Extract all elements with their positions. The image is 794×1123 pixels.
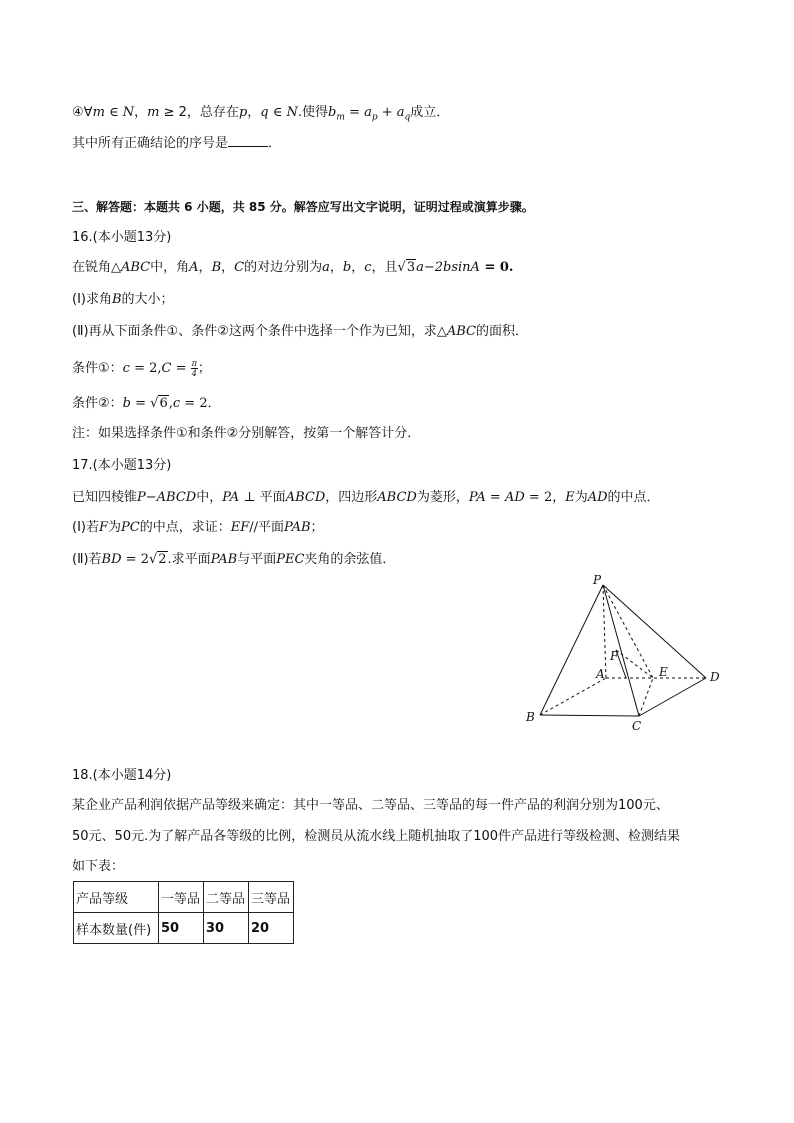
t: = 2 <box>121 552 149 567</box>
pyramid: P−ABCD <box>137 490 197 505</box>
ask-end: ． <box>268 136 282 151</box>
var-b: b <box>328 105 337 120</box>
q16-part1 <box>72 291 174 309</box>
table-row <box>74 913 294 944</box>
sqrt2: √2 <box>148 552 167 567</box>
sqrt3-radicand: 3 <box>406 260 416 275</box>
mid-text: .使得 <box>297 105 329 120</box>
t: (Ⅱ)再从下面条件①、条件②这两个条件中选择一个作为已知，求△ <box>72 324 447 339</box>
t: = <box>485 490 505 505</box>
edge-PA <box>603 585 606 678</box>
t: ， <box>198 260 212 275</box>
t: 已知四棱锥 <box>72 490 138 505</box>
q15-item4 <box>72 104 449 127</box>
q16-heading: 16.(本小题13分) <box>72 230 172 245</box>
t: ，四边形 <box>325 490 378 505</box>
t: ，且 <box>371 260 398 275</box>
t: 条件①： <box>72 361 123 376</box>
var-a1: a <box>364 105 372 120</box>
t: 为菱形， <box>416 490 469 505</box>
t: 的大小； <box>121 292 174 307</box>
q17-part1 <box>72 519 324 537</box>
q17-stem <box>72 489 660 507</box>
item4-prefix: ④∀ <box>72 105 93 120</box>
frac-den: 4 <box>191 369 197 378</box>
q17-heading: 17.(本小题13分) <box>72 458 172 473</box>
set-N: N <box>122 105 135 120</box>
t: 在锐角△ <box>72 260 121 275</box>
t: ⊥ 平面 <box>239 490 286 505</box>
end-text: 成立． <box>410 105 450 120</box>
point-E: E <box>565 490 575 505</box>
label-D: D <box>710 670 720 684</box>
tri-ABC: ABC <box>446 324 476 339</box>
table-header-row <box>74 882 294 913</box>
tri-ABC: ABC <box>121 260 151 275</box>
q18-line3: 如下表： <box>72 859 125 874</box>
angle-B: B <box>211 260 222 275</box>
var-a2: a <box>396 105 405 120</box>
angle-B: B <box>111 292 122 307</box>
t: = 2， <box>524 490 566 505</box>
q17-part2 <box>72 551 395 569</box>
table-cell: 20 <box>249 913 294 944</box>
seg-PA: PA <box>222 490 240 505</box>
seg-BD: BD <box>101 552 122 567</box>
table-cell: 样本数量(件) <box>74 913 159 944</box>
label-P: P <box>593 573 602 587</box>
table-cell: 二等品 <box>204 882 249 913</box>
var-b: b <box>122 396 131 411</box>
edge-CD <box>639 678 706 716</box>
label-A: A <box>596 667 605 681</box>
sqrt2-radicand: 2 <box>158 552 167 567</box>
quad-ABCD: ABCD <box>377 490 417 505</box>
var-c: c <box>122 361 130 376</box>
ask-text: 其中所有正确结论的序号是 <box>72 136 229 151</box>
section3-heading: 三、解答题：本题共 6 小题，共 85 分。解答应写出文字说明，证明过程或演算步骤。 <box>72 200 534 214</box>
sub-m: m <box>336 112 345 123</box>
seg-CE <box>639 678 653 716</box>
point-F: F <box>98 520 109 535</box>
t: 的面积． <box>476 324 529 339</box>
ge-text: ≥ 2，总存在 <box>159 105 239 120</box>
table-cell: 一等品 <box>159 882 204 913</box>
q16-stem <box>72 259 513 277</box>
in-symbol: ∈ <box>104 105 123 120</box>
seg-PC: PC <box>121 520 140 535</box>
t: = 2, <box>129 361 162 376</box>
sqrt6-radicand: 6 <box>159 396 168 411</box>
var-m2: m <box>147 105 160 120</box>
label-B: B <box>526 710 535 724</box>
seg-EF: EF <box>230 520 250 535</box>
t: //平面 <box>249 520 285 535</box>
angle-C: C <box>234 260 245 275</box>
seg-PE <box>603 585 653 678</box>
grade-table <box>73 881 294 944</box>
var-m: m <box>92 105 105 120</box>
edge-PD <box>603 585 706 678</box>
edge-BA <box>540 678 606 715</box>
t: , <box>168 396 173 411</box>
side-c: c <box>364 260 372 275</box>
q18-line1: 某企业产品利润依据产品等级来确定：其中一等品、二等品、三等品的每一件产品的利润分别为100元、 <box>72 798 669 813</box>
pyramid-figure <box>520 568 730 738</box>
t: = <box>171 361 191 376</box>
comma2: ， <box>247 105 261 120</box>
plane-PEC: PEC <box>276 552 305 567</box>
seg-AD: AD <box>587 490 608 505</box>
table-cell: 产品等级 <box>74 882 159 913</box>
var-q: q <box>260 105 269 120</box>
set-N2: N <box>286 105 298 120</box>
t: .求平面 <box>167 552 211 567</box>
q18-line2: 50元、50元.为了解产品各等级的比例，检测员从流水线上随机抽取了100件产品进行等级检测、检测结果 <box>72 829 681 844</box>
eq0: = 0. <box>479 260 514 275</box>
q18-heading: 18.(本小题14分) <box>72 768 172 783</box>
fraction-pi-over-4 <box>191 359 198 378</box>
q16-condition2 <box>72 395 221 413</box>
t: ， <box>351 260 365 275</box>
table-cell: 30 <box>204 913 249 944</box>
t: 夹角的余弦值． <box>304 552 396 567</box>
t: ； <box>197 361 211 376</box>
sqrt6: √6 <box>150 396 168 411</box>
t: 为 <box>108 520 122 535</box>
table-cell: 三等品 <box>249 882 294 913</box>
table-cell: 50 <box>159 913 204 944</box>
t: = <box>130 396 151 411</box>
q15-ask <box>72 134 281 153</box>
t: ， <box>221 260 235 275</box>
edge-PB <box>540 585 603 715</box>
seg-AD: AD <box>504 490 525 505</box>
plane-PAB: PAB <box>210 552 238 567</box>
plane-ABCD: ABCD <box>285 490 326 505</box>
angle-A: A <box>189 260 199 275</box>
q16-condition1 <box>72 359 211 378</box>
t: 的中点，求证： <box>139 520 231 535</box>
expr: a−2bsinA <box>416 260 480 275</box>
seg-FE <box>616 650 653 678</box>
t: (Ⅰ)求角 <box>72 292 112 307</box>
eq: = <box>344 105 365 120</box>
label-C: C <box>632 719 642 733</box>
var-C: C <box>161 361 172 376</box>
t: = 2． <box>180 396 221 411</box>
t: 中，角 <box>150 260 190 275</box>
side-a: a <box>322 260 330 275</box>
sub-q: q <box>404 112 411 123</box>
t: ， <box>329 260 343 275</box>
edge-BC <box>540 715 639 716</box>
t: 条件②： <box>72 396 123 411</box>
t: ； <box>310 520 324 535</box>
t: 的中点． <box>607 490 660 505</box>
edge-PC <box>603 585 639 716</box>
sqrt3: √3 <box>397 260 416 275</box>
label-F: F <box>610 649 619 663</box>
var-p: p <box>238 105 248 120</box>
comma: ， <box>134 105 148 120</box>
t: (Ⅱ)若 <box>72 552 102 567</box>
sub-p: p <box>371 112 378 123</box>
in-symbol2: ∈ <box>268 105 287 120</box>
var-c: c <box>172 396 181 411</box>
t: 中， <box>196 490 223 505</box>
plus: + <box>377 105 397 120</box>
label-E: E <box>659 665 668 679</box>
q16-part2 <box>72 323 528 341</box>
side-b: b <box>342 260 352 275</box>
seg-PA: PA <box>468 490 486 505</box>
t: 的对边分别为 <box>244 260 323 275</box>
t: 为 <box>574 490 588 505</box>
t: 与平面 <box>237 552 277 567</box>
q16-note: 注：如果选择条件①和条件②分别解答，按第一个解答计分． <box>72 426 421 441</box>
plane-PAB: PAB <box>284 520 311 535</box>
frac-num: π <box>191 359 197 368</box>
t: (Ⅰ)若 <box>72 520 99 535</box>
answer-blank[interactable] <box>228 134 268 147</box>
